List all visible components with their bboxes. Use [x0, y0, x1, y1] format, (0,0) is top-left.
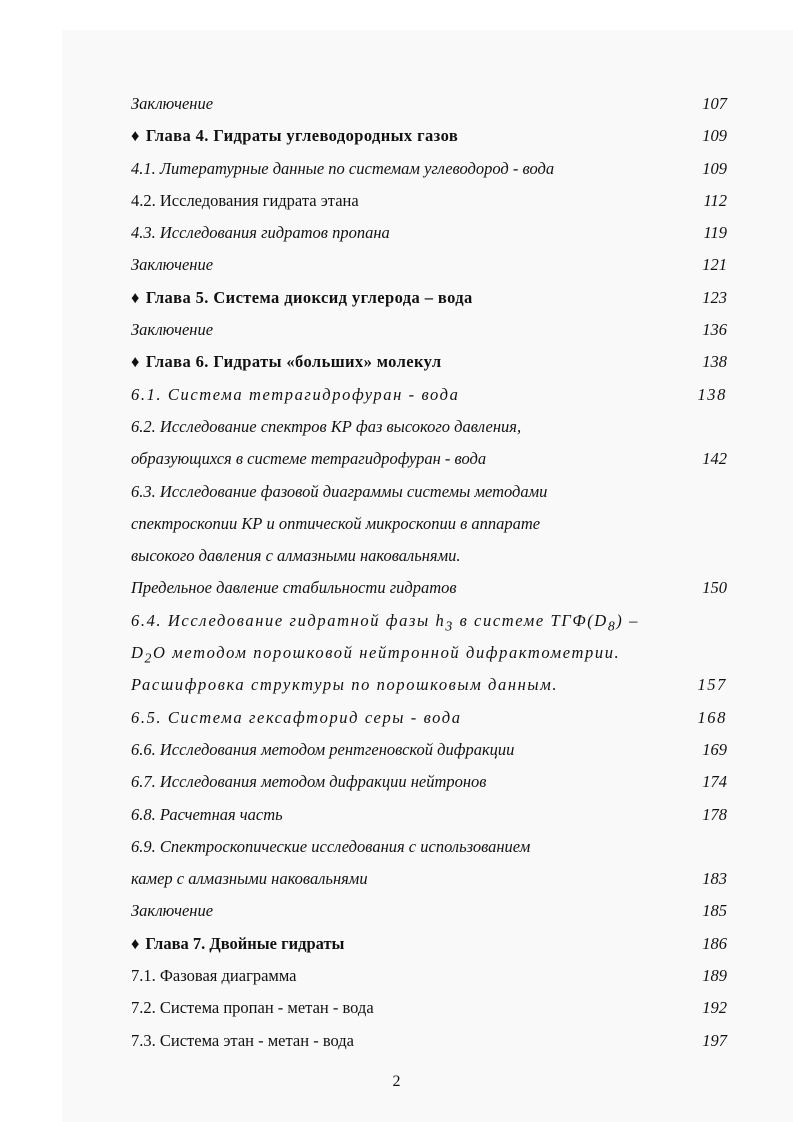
toc-entry-title: 6.1. Система тетрагидрофуран - вода: [131, 384, 460, 404]
toc-entry: [131, 831, 731, 863]
toc-entry-title: 6.3. Исследование фазовой диаграммы системы методами: [131, 481, 548, 501]
toc-entry-title: 4.1. Литературные данные по системам углеводород - вода: [131, 158, 555, 178]
toc-entry-page: 136: [702, 320, 727, 340]
title-part: O методом порошковой нейтронной дифрактометрии.: [153, 643, 621, 663]
toc-entry: [131, 863, 731, 895]
table-of-contents: [131, 88, 731, 1057]
toc-entry-page: 138: [702, 352, 727, 372]
toc-entry-title: 6.2. Исследование спектров КР фаз высокого давления,: [131, 416, 522, 436]
toc-entry-title: 7.3. Система этан - метан - вода: [131, 1030, 354, 1050]
toc-entry: [131, 734, 731, 766]
chapter-title-text: Глава 4. Гидраты углеводородных газов: [145, 126, 459, 146]
toc-entry-title: 6.7. Исследования методом дифракции нейтронов: [131, 772, 487, 792]
toc-entry-page: 168: [697, 707, 727, 727]
toc-entry-page: 157: [697, 675, 727, 695]
diamond-bullet-icon: ♦: [131, 933, 140, 953]
toc-entry-title: 6.5. Система гексафторид серы - вода: [131, 707, 462, 727]
toc-entry: [131, 895, 731, 927]
toc-entry-page: 150: [702, 578, 727, 598]
toc-entry-page: 112: [703, 190, 727, 210]
toc-entry-page: 174: [702, 772, 727, 792]
toc-entry-title: Заключение: [131, 901, 214, 921]
toc-chapter-title: [131, 346, 442, 378]
subscript: 8: [607, 618, 617, 634]
toc-entry-title: высокого давления с алмазными наковальнями.: [131, 546, 461, 566]
toc-entry-title: 7.1. Фазовая диаграмма: [131, 966, 297, 986]
chapter-title-text: Глава 6. Гидраты «больших» молекул: [145, 352, 442, 372]
toc-entry-title: 6.9. Спектроскопические исследования с использованием: [131, 836, 531, 856]
toc-entry-page: 138: [697, 384, 727, 404]
toc-entry: [131, 799, 731, 831]
toc-entry-title: 4.3. Исследования гидратов пропана: [131, 223, 390, 243]
chapter-title-text: Глава 7. Двойные гидраты: [145, 933, 345, 953]
toc-chapter: [131, 346, 731, 378]
toc-entry: [131, 314, 731, 346]
diamond-bullet-icon: ♦: [131, 287, 140, 307]
toc-chapter-title: [131, 928, 344, 960]
toc-entry: [131, 476, 731, 508]
toc-entry: [131, 1025, 731, 1057]
toc-entry-page: 109: [702, 126, 727, 146]
toc-entry: [131, 217, 731, 249]
toc-entry: [131, 766, 731, 798]
toc-entry-page: 185: [702, 901, 727, 921]
toc-entry-page: 192: [702, 998, 727, 1018]
toc-entry-title: 4.2. Исследования гидрата этана: [131, 190, 359, 210]
toc-entry-page: 119: [703, 223, 727, 243]
toc-entry: [131, 702, 731, 734]
toc-entry-page: 142: [702, 449, 727, 469]
toc-entry-page: 123: [702, 287, 727, 307]
page-number: 2: [392, 1073, 401, 1090]
toc-entry-title: Заключение: [131, 94, 214, 113]
toc-entry: [131, 572, 731, 604]
toc-entry: [131, 960, 731, 992]
toc-entry: [131, 443, 731, 475]
toc-entry: [131, 605, 731, 637]
toc-entry-page: 169: [702, 739, 727, 759]
toc-entry-title: спектроскопии КР и оптической микроскопии в аппарате: [131, 513, 541, 533]
diamond-bullet-icon: ♦: [131, 352, 140, 372]
chapter-title-text: Глава 5. Система диоксид углерода – вода: [145, 287, 473, 307]
toc-entry-title: 6.8. Расчетная часть: [131, 804, 283, 824]
toc-entry-page: 107: [702, 94, 727, 113]
toc-entry-page: 109: [702, 158, 727, 178]
toc-entry-title: 6.6. Исследования методом рентгеновской дифракции: [131, 739, 515, 759]
title-part: ) –: [616, 610, 639, 630]
toc-entry-page: 197: [702, 1030, 727, 1050]
toc-chapter: [131, 928, 731, 960]
toc-entry-title: камер с алмазными наковальнями: [131, 869, 368, 889]
diamond-bullet-icon: ♦: [131, 126, 140, 146]
toc-entry-title: Расшифровка структуры по порошковым данным.: [131, 675, 559, 695]
toc-entry-page: 186: [702, 933, 727, 953]
toc-entry-page: 121: [702, 255, 727, 275]
toc-entry: [131, 637, 731, 669]
toc-entry-page: 189: [702, 966, 727, 986]
toc-chapter: [131, 282, 731, 314]
title-part: D: [131, 643, 145, 663]
toc-entry: [131, 411, 731, 443]
toc-chapter-title: [131, 282, 473, 314]
toc-entry: [131, 249, 731, 281]
toc-chapter-title: [131, 120, 458, 152]
toc-entry-title: Заключение: [131, 255, 214, 275]
toc-entry-page: 178: [702, 804, 727, 824]
title-part: в системе ТГФ(D: [453, 610, 608, 630]
toc-entry: [131, 379, 731, 411]
toc-chapter: [131, 120, 731, 152]
toc-entry: [131, 508, 731, 540]
subscript: 2: [144, 650, 154, 666]
toc-entry-title: Предельное давление стабильности гидратов: [131, 578, 457, 598]
toc-entry-title: Заключение: [131, 320, 214, 340]
toc-entry: [131, 540, 731, 572]
title-part: 6.4. Исследование гидратной фазы h: [131, 610, 446, 630]
toc-entry-title: образующихся в системе тетрагидрофуран - вода: [131, 449, 487, 469]
toc-entry: [131, 153, 731, 185]
toc-entry: [131, 669, 731, 701]
toc-entry: [131, 992, 731, 1024]
toc-entry-page: 183: [702, 869, 727, 889]
toc-entry: [131, 88, 731, 120]
toc-entry-title: 7.2. Система пропан - метан - вода: [131, 998, 374, 1018]
toc-entry: [131, 185, 731, 217]
subscript: 3: [445, 618, 454, 634]
